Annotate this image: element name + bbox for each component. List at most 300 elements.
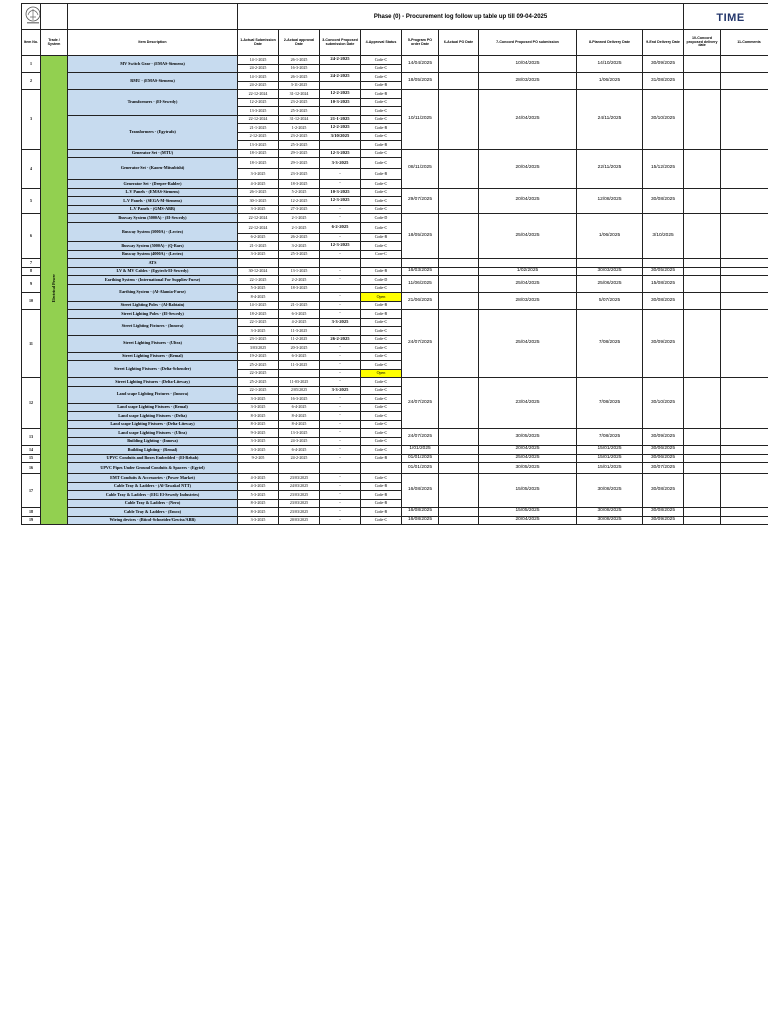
concord-po-date: 1/02/2025 [479, 267, 577, 276]
concord-submission-date: - [320, 233, 361, 242]
submission-date: 22-1-2025 [238, 318, 279, 327]
submission-date: 8-3-2025 [238, 420, 279, 429]
approval-status: Code-C [361, 474, 402, 483]
actual-po-date [439, 446, 479, 455]
approval-date: 1-2-2025 [279, 124, 320, 133]
time-logo: TIME [716, 11, 745, 24]
submission-date: 24-2-2025 [238, 81, 279, 90]
end-delivery-date: 31/08/2025 [643, 73, 684, 90]
concord-delivery-date [684, 310, 721, 378]
item-number: 6 [22, 214, 41, 259]
concord-submission-date: - [320, 437, 361, 446]
item-description: LV & MV Cables - (Egytech-El-Sewedy) [68, 267, 238, 276]
approval-status: Code-B [361, 482, 402, 491]
item-description: Street Lighting Fixtures - (Innova) [68, 318, 238, 335]
column-header: 10-Concord proposed delivery date [684, 30, 721, 56]
concord-delivery-date [684, 188, 721, 214]
concord-submission-date: - [320, 429, 361, 438]
table-row [22, 259, 768, 268]
end-delivery-date [643, 259, 684, 268]
concord-submission-date: - [320, 516, 361, 525]
po-program-date: 24/07/2025 [402, 310, 439, 378]
approval-status: Open [361, 369, 402, 378]
submission-date: 2-12-2025 [238, 132, 279, 141]
submission-date: 3-3-2025 [238, 250, 279, 259]
planned-delivery-date: 1/06/2025 [577, 73, 643, 90]
approval-status: Code-B [361, 454, 402, 463]
concord-submission-date: 10-3-2025 [320, 188, 361, 197]
po-program-date: 16/08/2025 [402, 516, 439, 525]
concord-submission-date: - [320, 344, 361, 353]
approval-date: 2/05/2025 [279, 386, 320, 395]
concord-submission-date: - [320, 412, 361, 421]
end-delivery-date: 30/10/2025 [643, 378, 684, 429]
column-header: 7-Concord Proposed PO submission [479, 30, 577, 56]
actual-po-date [439, 276, 479, 293]
approval-date: 25-3-2025 [279, 141, 320, 150]
concord-submission-date: 3-3-2025 [320, 386, 361, 395]
comments [721, 149, 768, 188]
approval-status: Code-C [361, 197, 402, 206]
planned-delivery-date: 7/08/2025 [577, 378, 643, 429]
item-description: Land scape Lighting Fixtures - (Ultra) [68, 429, 238, 438]
approval-status: Code-C [361, 284, 402, 293]
comments [721, 310, 768, 378]
planned-delivery-date: 22/11/2025 [577, 149, 643, 188]
po-program-date: 08/11/2025 [402, 149, 439, 188]
approval-status: Code-C [361, 420, 402, 429]
approval-date: 8-4-2025 [279, 412, 320, 421]
concord-po-date: 25/04/2025 [479, 454, 577, 463]
item-number: 10 [22, 293, 41, 310]
item-description: Street Lighting Poles - (Al-Rabtain) [68, 301, 238, 310]
po-program-date: 01/01/2025 [402, 454, 439, 463]
item-description: Building Lighting - (Remal) [68, 446, 238, 455]
submission-date: 6-2-2025 [238, 233, 279, 242]
submission-date: 8-3-2025 [238, 412, 279, 421]
end-delivery-date: 3/10/2025 [643, 214, 684, 259]
column-header: 6-Actual PO Date [439, 30, 479, 56]
concord-submission-date: - [320, 508, 361, 517]
actual-po-date [439, 188, 479, 214]
submission-date: 30-12-2024 [238, 267, 279, 276]
concord-submission-date [320, 64, 361, 73]
procurement-log-table [21, 3, 768, 525]
approval-date: 29-1-2025 [279, 158, 320, 169]
approval-status: Code-B [361, 124, 402, 133]
submission-date: 14-1-2025 [238, 301, 279, 310]
planned-delivery-date: 15/01/2025 [577, 446, 643, 455]
planned-delivery-date: 7/08/2025 [577, 429, 643, 446]
concord-delivery-date [684, 454, 721, 463]
concord-delivery-date [684, 429, 721, 446]
approval-status: Code-C [361, 115, 402, 124]
comments [721, 90, 768, 150]
concord-submission-date: 12-2-2025 [320, 90, 361, 99]
approval-date: 3-2-2025 [279, 242, 320, 251]
approval-status [361, 463, 402, 474]
submission-date: 9-2-205 [238, 454, 279, 463]
item-number: 2 [22, 73, 41, 90]
end-delivery-date: 30/05/2025 [643, 267, 684, 276]
item-description: L.V Panels - (SEGA-M-Siemens) [68, 197, 238, 206]
concord-submission-date: 12-2-2025 [320, 124, 361, 133]
submission-date: 22-12-2024 [238, 90, 279, 99]
company-logo-cell [22, 4, 41, 30]
comments [721, 474, 768, 508]
submission-date: 9-3-2025 [238, 429, 279, 438]
trade-system-label: Electrical Power [51, 273, 56, 303]
approval-status: Code-B [361, 141, 402, 150]
concord-po-date: 15/05/2025 [479, 508, 577, 517]
submission-date: 14-1-2025 [238, 73, 279, 82]
column-header: 1-Actual Submission Date [238, 30, 279, 56]
approval-date: 27-3-2025 [279, 205, 320, 214]
concord-po-date: 10/04/2025 [479, 56, 577, 73]
approval-status: Code-D [361, 276, 402, 285]
approval-status: Code-B [361, 310, 402, 319]
submission-date: 23-1-2025 [238, 335, 279, 344]
item-description: UPVC Pipes Under Ground Conduits & Spacers - (Egytel) [68, 463, 238, 474]
end-delivery-date: 30/10/2025 [643, 90, 684, 150]
concord-submission-date: 12-3-2025 [320, 242, 361, 251]
submission-date: 19-2-2025 [238, 352, 279, 361]
end-delivery-date: 15/08/2025 [643, 276, 684, 293]
item-number: 18 [22, 508, 41, 517]
submission-date: 3-3-2025 [238, 403, 279, 412]
approval-date: 6-3-2025 [279, 352, 320, 361]
concord-delivery-date [684, 516, 721, 525]
submission-date: 22-3-2025 [238, 369, 279, 378]
approval-date: 6-3-2025 [279, 310, 320, 319]
submission-date: 14-1-2025 [238, 56, 279, 65]
end-delivery-date: 30/08/2025 [643, 188, 684, 214]
approval-date: 8-4-2025 [279, 420, 320, 429]
table-row [22, 454, 768, 463]
concord-delivery-date [684, 474, 721, 508]
approval-status: Code-C [361, 335, 402, 344]
po-program-date: 24/07/2025 [402, 429, 439, 446]
po-program-date: 14/04/2025 [402, 56, 439, 73]
approval-date: 23-2-2025 [279, 98, 320, 107]
approval-date: 24/03/2025 [279, 482, 320, 491]
end-delivery-date: 30/09/2025 [643, 516, 684, 525]
table-row [22, 463, 768, 474]
planned-delivery-date: 15/01/2025 [577, 463, 643, 474]
concord-delivery-date [684, 378, 721, 429]
table-row [22, 446, 768, 455]
approval-status: Code-C [361, 446, 402, 455]
approval-date: 23/03/2025 [279, 508, 320, 517]
po-program-date: 10/11/2025 [402, 90, 439, 150]
concord-submission-date: 3/10/2025 [320, 132, 361, 141]
item-description: Cable Tray & Ladders - (EIG El-Sewedy Industries) [68, 491, 238, 500]
concord-submission-date: - [320, 474, 361, 483]
comments [721, 276, 768, 293]
concord-submission-date: - [320, 454, 361, 463]
planned-delivery-date: 7/08/2025 [577, 310, 643, 378]
column-header: Item Description [68, 30, 238, 56]
item-number: 3 [22, 90, 41, 150]
po-program-date: 1/01/2025 [402, 446, 439, 455]
end-delivery-date: 30/06/2025 [643, 454, 684, 463]
end-delivery-date: 30/08/2025 [643, 508, 684, 517]
approval-date: 6-4-2025 [279, 403, 320, 412]
concord-submission-date: - [320, 310, 361, 319]
table-row [22, 508, 768, 517]
actual-po-date [439, 259, 479, 268]
approval-status: Code-C [361, 352, 402, 361]
company-logo-icon [23, 5, 41, 25]
approval-date: 25-3-2025 [279, 250, 320, 259]
approval-status: Code-C [361, 205, 402, 214]
approval-status: Code-C [361, 344, 402, 353]
actual-po-date [439, 149, 479, 188]
submission-date: 25-2-2025 [238, 361, 279, 370]
item-description: ATS [68, 259, 238, 268]
approval-status [361, 259, 402, 268]
concord-submission-date: - [320, 214, 361, 223]
po-program-date: 11/06/2025 [402, 276, 439, 293]
end-delivery-date: 15/12/2025 [643, 149, 684, 188]
approval-date: 20-3-2025 [279, 344, 320, 353]
approval-status: Code-C [361, 188, 402, 197]
item-description: Land scape Lighting Fixtures - (Remal) [68, 403, 238, 412]
column-header: 8-Planned Delivery Date [577, 30, 643, 56]
approval-date: 11-2-2025 [279, 335, 320, 344]
submission-date: 3-3-2025 [238, 437, 279, 446]
approval-status: Code-C [361, 386, 402, 395]
concord-submission-date: - [320, 327, 361, 336]
submission-date: 22-1-2025 [238, 386, 279, 395]
comments [721, 508, 768, 517]
comments [721, 293, 768, 310]
approval-status: Code-B [361, 233, 402, 242]
submission-date: 8-3-2025 [238, 499, 279, 508]
concord-po-date: 28/03/2025 [479, 293, 577, 310]
concord-submission-date [320, 81, 361, 90]
submission-date: 12-2-2025 [238, 98, 279, 107]
item-number: 1 [22, 56, 41, 73]
approval-date: 24-2-2025 [279, 454, 320, 463]
item-description: Land scape Lighting Fixtures - (Innova) [68, 386, 238, 403]
table-row [22, 149, 768, 158]
approval-status: Code-C [361, 395, 402, 404]
comments [721, 429, 768, 446]
item-description: Land scape Lighting Fixtures - (Delta) [68, 412, 238, 421]
approval-date: 23/03/2025 [279, 499, 320, 508]
planned-delivery-date: 14/10/2025 [577, 56, 643, 73]
table-row [22, 214, 768, 223]
concord-submission-date: 24-2-2025 [320, 73, 361, 82]
approval-date: 26-1-2025 [279, 73, 320, 82]
table-row [22, 56, 768, 65]
planned-delivery-date: 30/08/2025 [577, 508, 643, 517]
table-row [22, 267, 768, 276]
concord-delivery-date [684, 293, 721, 310]
item-description: Busway System (5000A) - (El-Sewedy) [68, 214, 238, 223]
concord-po-date [479, 259, 577, 268]
approval-date: 5-2-2025 [279, 188, 320, 197]
approval-status: Code-B [361, 508, 402, 517]
approval-date: 2-1-2025 [279, 222, 320, 233]
concord-submission-date: - [320, 378, 361, 387]
submission-date: 3-3-2025 [238, 446, 279, 455]
approval-status: Code-C [361, 132, 402, 141]
approval-date: 13-3-2025 [279, 429, 320, 438]
approval-date: 6-4-2025 [279, 446, 320, 455]
concord-po-date: 15/05/2025 [479, 474, 577, 508]
approval-status: Code-C [361, 378, 402, 387]
item-description: Generator Set - (Kaoru-Mitsubishi) [68, 158, 238, 180]
approval-date: 13-1-2025 [279, 267, 320, 276]
submission-date: 21-1-2025 [238, 124, 279, 133]
concord-submission-date: - [320, 267, 361, 276]
po-program-date: 01/01/2025 [402, 463, 439, 474]
table-row [22, 378, 768, 387]
actual-po-date [439, 267, 479, 276]
approval-status: Code-B [361, 499, 402, 508]
item-number: 15 [22, 454, 41, 463]
actual-po-date [439, 508, 479, 517]
submission-date: 3-3-2025 [238, 516, 279, 525]
item-description: Busway System (5000A) - (Q-Bars) [68, 242, 238, 251]
item-description: L.V Panels - (GMS-ABB) [68, 205, 238, 214]
approval-status: Code-C [361, 437, 402, 446]
end-delivery-date: 30/09/2025 [643, 56, 684, 73]
planned-delivery-date: 30/08/2025 [577, 474, 643, 508]
table-row [22, 276, 768, 285]
concord-delivery-date [684, 149, 721, 188]
approval-date: 11-03-2025 [279, 378, 320, 387]
item-description: RMU - (EMAS-Siemens) [68, 73, 238, 90]
submission-date: 3/03/2025 [238, 344, 279, 353]
approval-status: Code-C [361, 412, 402, 421]
column-header: 5-Program PO order Date [402, 30, 439, 56]
concord-po-date: 20/04/2025 [479, 149, 577, 188]
item-number: 13 [22, 429, 41, 446]
approval-date: 18-3-2025 [279, 180, 320, 189]
approval-status: Open [361, 293, 402, 302]
submission-date: 5-3-2025 [238, 491, 279, 500]
approval-date [279, 369, 320, 378]
concord-delivery-date [684, 463, 721, 474]
concord-submission-date [320, 284, 361, 293]
table-row [22, 90, 768, 99]
item-number: 14 [22, 446, 41, 455]
concord-po-date: 20/04/2025 [479, 446, 577, 455]
po-program-date: 18/05/2025 [402, 214, 439, 259]
item-description: Street Lighting Fixtures - (Remal) [68, 352, 238, 361]
actual-po-date [439, 214, 479, 259]
concord-po-date: 30/05/2025 [479, 463, 577, 474]
item-description: Wiring devices - (Bticol-Schneider/Gewiss/ABB) [68, 516, 238, 525]
item-description: Earthing System - (International For Supplies-Furse) [68, 276, 238, 285]
approval-status: Code-B [361, 81, 402, 90]
approval-status: Code-B [361, 90, 402, 99]
item-number: 12 [22, 378, 41, 429]
concord-submission-date: 6-2-2025 [320, 222, 361, 233]
planned-delivery-date: 15/01/2025 [577, 454, 643, 463]
concord-submission-date: 3-3-2025 [320, 158, 361, 169]
submission-date: 5-3-2025 [238, 284, 279, 293]
approval-status: Code-C [361, 361, 402, 370]
submission-date: 18-1-2025 [238, 149, 279, 158]
po-program-date: 16/03/2025 [402, 267, 439, 276]
end-delivery-date: 30/08/2025 [643, 474, 684, 508]
concord-delivery-date [684, 446, 721, 455]
approval-date: 24-3-2025 [279, 437, 320, 446]
item-number: 19 [22, 516, 41, 525]
approval-date: 21-1-2025 [279, 301, 320, 310]
item-number: 9 [22, 276, 41, 293]
submission-date: 24-2-2025 [238, 64, 279, 73]
column-header: 11-Comments [721, 30, 768, 56]
actual-po-date [439, 378, 479, 429]
concord-delivery-date [684, 276, 721, 293]
concord-submission-date: - [320, 403, 361, 412]
approval-status: Code-B [361, 491, 402, 500]
submission-date: 26-1-2025 [238, 188, 279, 197]
approval-date: 31-12-2024 [279, 115, 320, 124]
actual-po-date [439, 310, 479, 378]
approval-date: 23-3-2025 [279, 169, 320, 180]
approval-status: Code-C [361, 98, 402, 107]
item-number: 11 [22, 310, 41, 378]
concord-submission-date: - [320, 420, 361, 429]
submission-date: 4-3-2025 [238, 482, 279, 491]
approval-status: Code-D [361, 214, 402, 223]
approval-status: Code-C [361, 318, 402, 327]
submission-date: 25-2-2025 [238, 378, 279, 387]
page-title: Phase (0) - Procurement log follow up table up till 09-04-2025 [238, 4, 684, 30]
concord-po-date: 24/04/2025 [479, 90, 577, 150]
item-description: Cable Tray & Ladders - (Nero) [68, 499, 238, 508]
approval-date: 16-3-2025 [279, 64, 320, 73]
table-row [22, 474, 768, 483]
table-row [22, 188, 768, 197]
item-description: L.V Panels - (EMAS-Siemens) [68, 188, 238, 197]
table-row [22, 73, 768, 82]
approval-date: 20/03/2025 [279, 516, 320, 525]
approval-status: Code-C [361, 56, 402, 65]
approval-date: 11-3-2025 [279, 361, 320, 370]
approval-status: Code-B [361, 267, 402, 276]
item-description: UPVC Conduits and Boxes Embedded - (El-Rehab) [68, 454, 238, 463]
concord-submission-date [320, 141, 361, 150]
column-header: Item No. [22, 30, 41, 56]
concord-submission-date: - [320, 276, 361, 285]
approval-status: Code-C [361, 73, 402, 82]
approval-status: Code-C [361, 403, 402, 412]
item-number: 8 [22, 267, 41, 276]
approval-date [279, 463, 320, 474]
submission-date: 3-3-2025 [238, 169, 279, 180]
submission-date: 4-3-2025 [238, 180, 279, 189]
concord-submission-date: - [320, 395, 361, 404]
end-delivery-date: 30/09/2025 [643, 429, 684, 446]
concord-submission-date: - [320, 491, 361, 500]
item-description: Earthing System - (Al-Alamia-Furse) [68, 284, 238, 301]
submission-date: 21-1-2025 [238, 242, 279, 251]
concord-po-date: 25/04/2025 [479, 276, 577, 293]
item-description: Street Lighting Fixtures - (Delta-Liteway) [68, 378, 238, 387]
concord-submission-date: - [320, 369, 361, 378]
item-description: Busway System (5000A) - (Lectro) [68, 222, 238, 242]
approval-date: 26-1-2025 [279, 56, 320, 65]
comments [721, 214, 768, 259]
approval-date: 11-3-2025 [279, 327, 320, 336]
